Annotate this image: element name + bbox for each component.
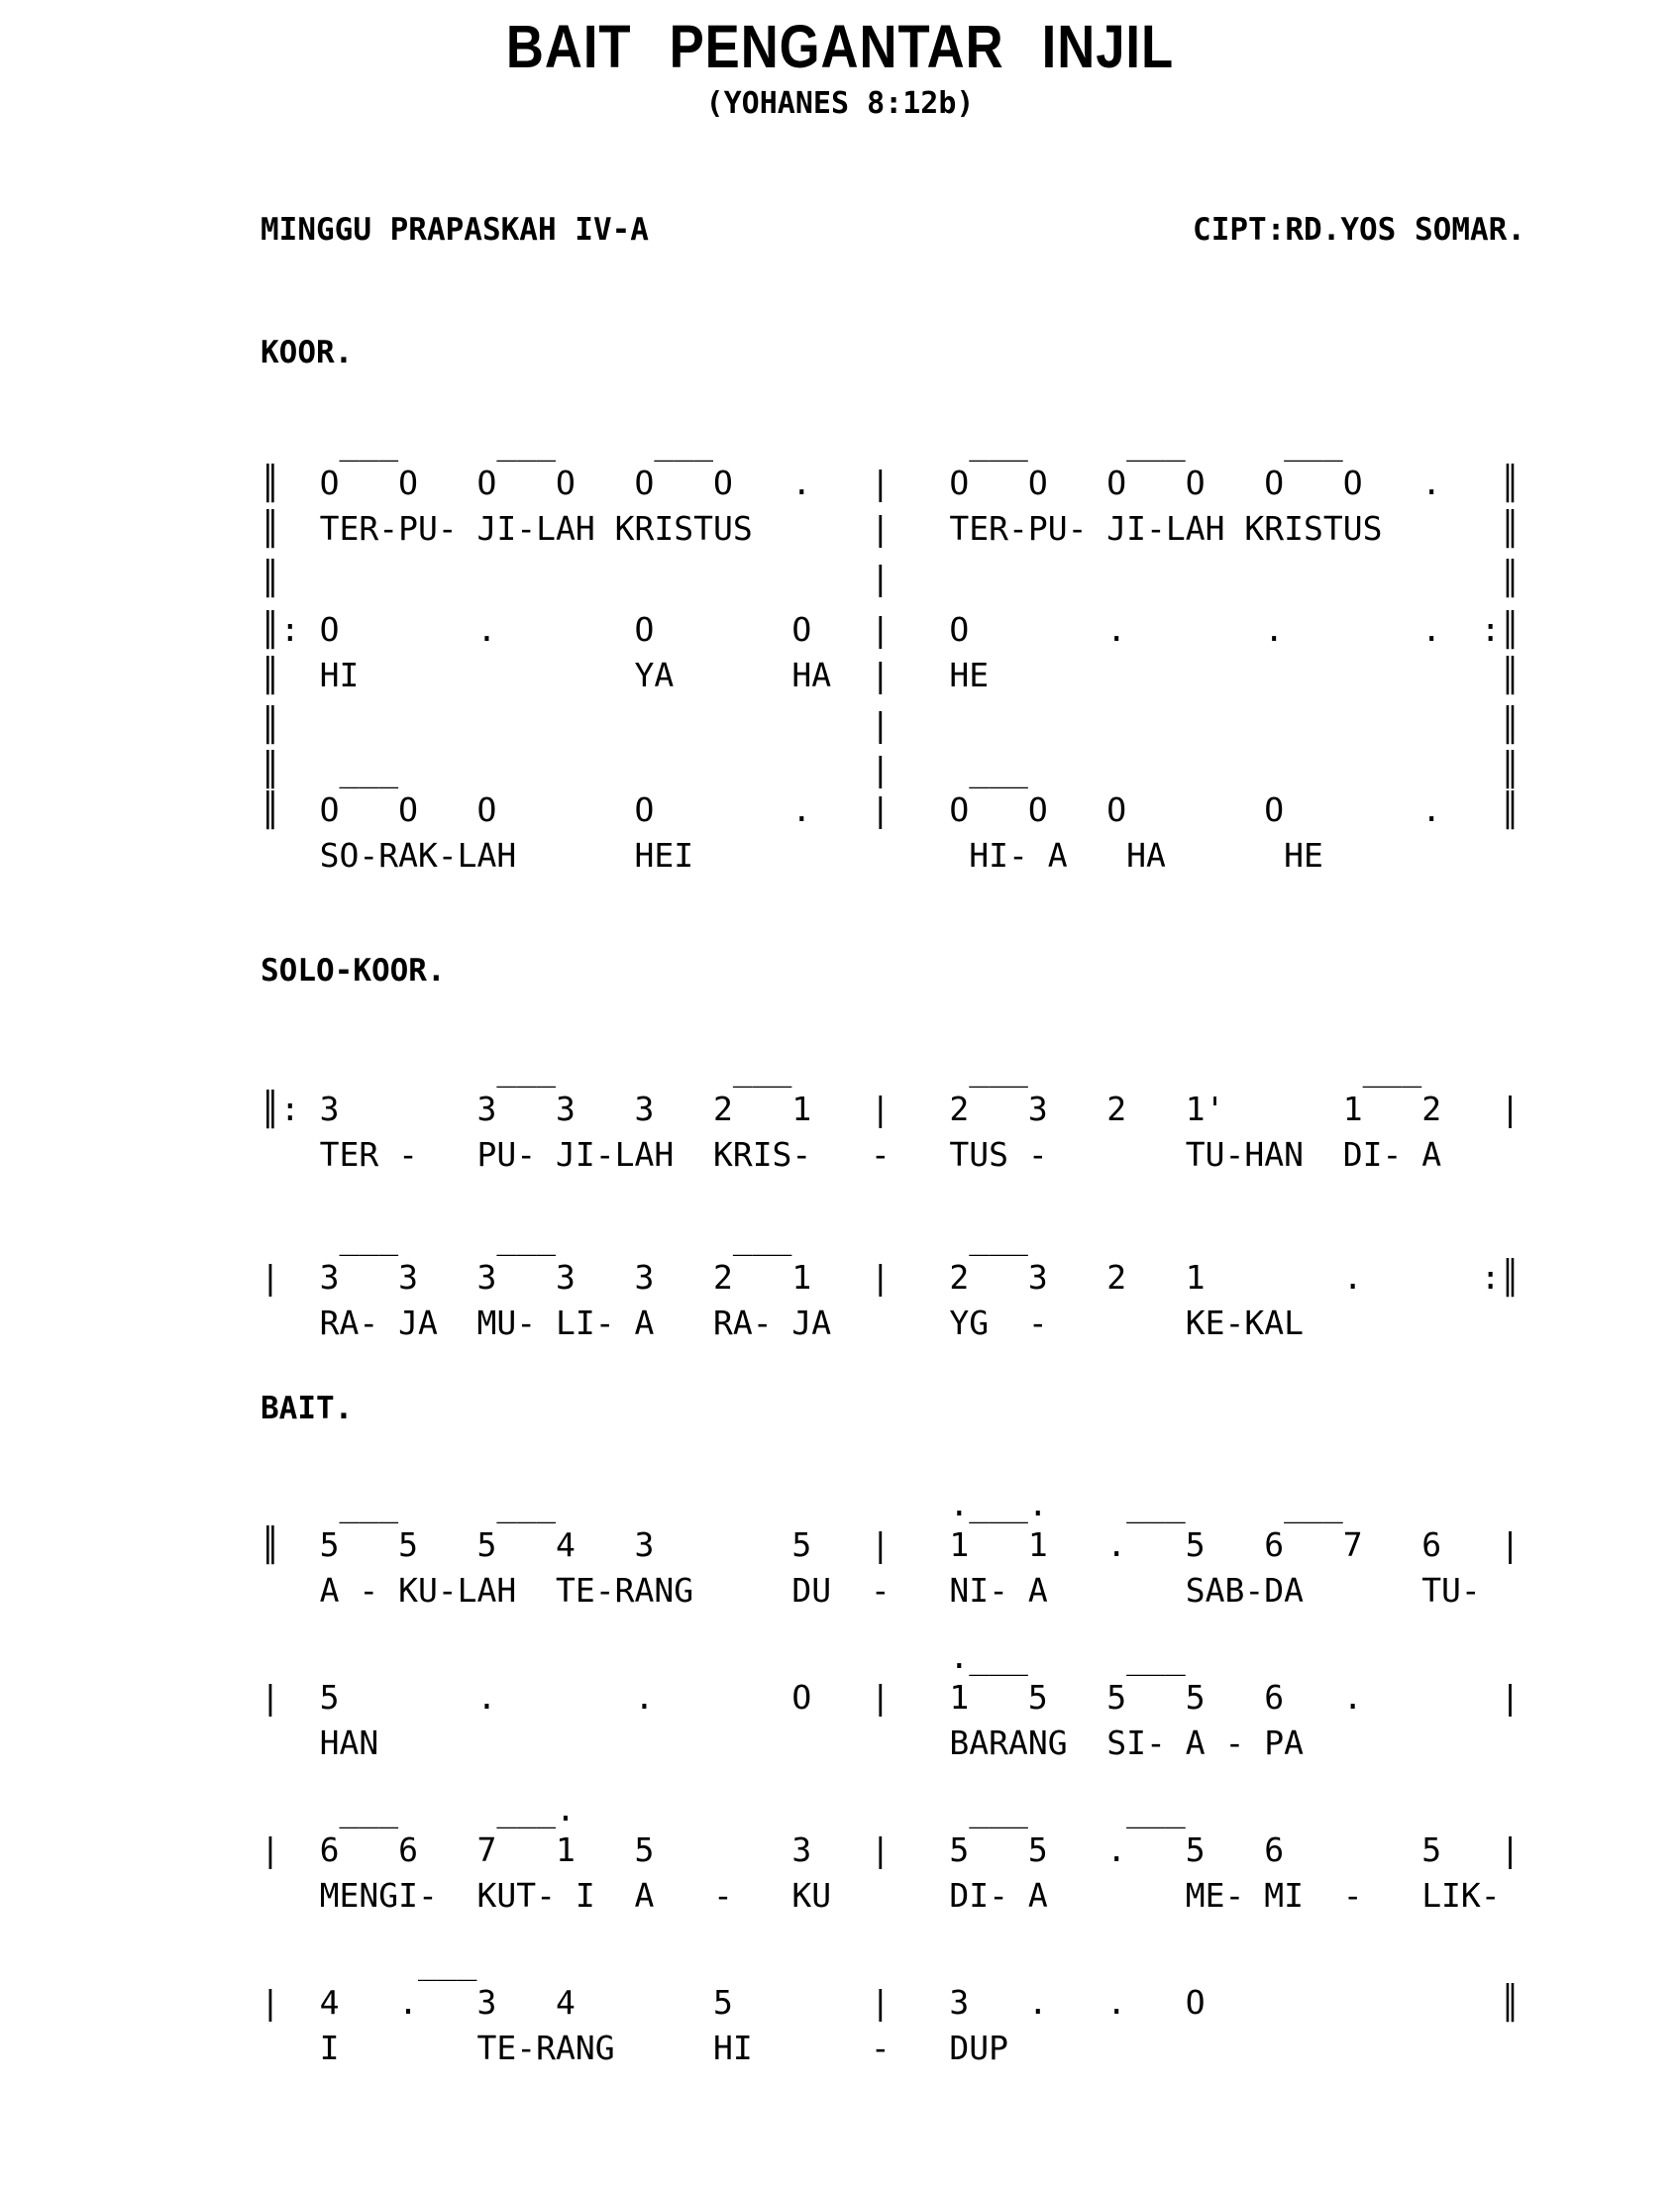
koor-notes-line-1: ║ O O O O O O . | O O O O O O . ║ [261, 464, 1521, 502]
bait-notes-line-2: | 5 . . O | 1 5 5 5 6 . | [261, 1678, 1521, 1717]
bait-stave-3 [261, 1790, 1525, 1918]
solo-koor-stave-2 [261, 1217, 1525, 1345]
solo-koor-stave-1 [261, 1049, 1525, 1177]
bait-notes-line-4: | 4 . 3 4 5 | 3 . . O ║ [261, 1983, 1521, 2022]
bait-overbar-line-3: ___ ___. ___ ___ [261, 1790, 1186, 1828]
solo-lyrics-line-1: TER - PU- JI-LAH KRIS- - TUS - TU-HAN DI- A [261, 1135, 1442, 1174]
bait-lyrics-line-2: HAN BARANG SI- A - PA [261, 1723, 1304, 1762]
page-subtitle: (YOHANES 8:12b) [705, 86, 975, 121]
bait-notes-line-1: ║ 5 5 5 4 3 5 | 1 1 . 5 6 7 6 | [261, 1525, 1521, 1564]
bait-overbar-line-4: ___ [261, 1942, 477, 1981]
sheet-music-page [0, 11, 1680, 2193]
liturgical-week-label: MINGGU PRAPASKAH IV-A [261, 212, 649, 248]
bait-lyrics-line-3: MENGI- KUT- I A - KU DI- A ME- MI - LIK- [261, 1876, 1501, 1915]
koor-notes-line-2: ║: O . O O | O . . . :║ [261, 610, 1521, 649]
koor-lyrics-line-3: SO-RAK-LAH HEI HI- A HA HE [261, 836, 1323, 875]
solo-lyrics-line-2: RA- JA MU- LI- A RA- JA YG - KE-KAL [261, 1304, 1304, 1342]
solo-overbar-line-1: ___ ___ ___ ___ [261, 1049, 1422, 1088]
solo-notes-line-2: | 3 3 3 3 3 2 1 | 2 3 2 1 . :║ [261, 1258, 1521, 1297]
bait-notes-line-3: | 6 6 7 1 5 3 | 5 5 . 5 6 5 | [261, 1830, 1521, 1869]
koor-overbar-line-3: ║ ___ | ___ ║ [261, 750, 1521, 788]
koor-notes-line-3: ║ O O O O . | O O O O . ║ [261, 790, 1521, 829]
solo-overbar-line-2: ___ ___ ___ ___ [261, 1217, 1028, 1256]
bait-stave-2 [261, 1637, 1525, 1765]
koor-overbar-line-1: ___ ___ ___ ___ ___ ___ [261, 423, 1343, 462]
solo-notes-line-1: ║: 3 3 3 3 2 1 | 2 3 2 1' 1 2 | [261, 1090, 1521, 1128]
page-content [0, 212, 1680, 2070]
solo-koor-section-label: SOLO-KOOR. [261, 953, 446, 989]
bait-stave-4 [261, 1942, 1525, 2070]
bait-overbar-line-1: ___ ___ .___. ___ ___ [261, 1485, 1343, 1523]
bait-overbar-line-2: .___ ___ [261, 1637, 1186, 1676]
bait-section-label: BAIT. [261, 1391, 354, 1426]
composer-credit: CIPT:RD.YOS SOMAR. [1193, 212, 1525, 248]
koor-lyrics-line-2: ║ HI YA HA | HE ║ [261, 656, 1521, 694]
koor-barline-filler-2: ║ | ║ [261, 705, 1521, 744]
koor-lyrics-line-1: ║ TER-PU- JI-LAH KRISTUS | TER-PU- JI-LAH KRISTUS ║ [261, 509, 1521, 548]
page-title: BAIT PENGANTAR INJIL [505, 11, 1175, 81]
bait-lyrics-line-1: A - KU-LAH TE-RANG DU - NI- A SAB-DA TU- [261, 1571, 1481, 1610]
koor-barline-filler-1: ║ | ║ [261, 559, 1521, 597]
koor-section-label: KOOR. [261, 335, 354, 370]
koor-system [261, 423, 1525, 878]
header-row [261, 212, 1525, 248]
bait-lyrics-line-4: I TE-RANG HI - DUP [261, 2029, 1008, 2067]
bait-stave-1 [261, 1485, 1525, 1613]
